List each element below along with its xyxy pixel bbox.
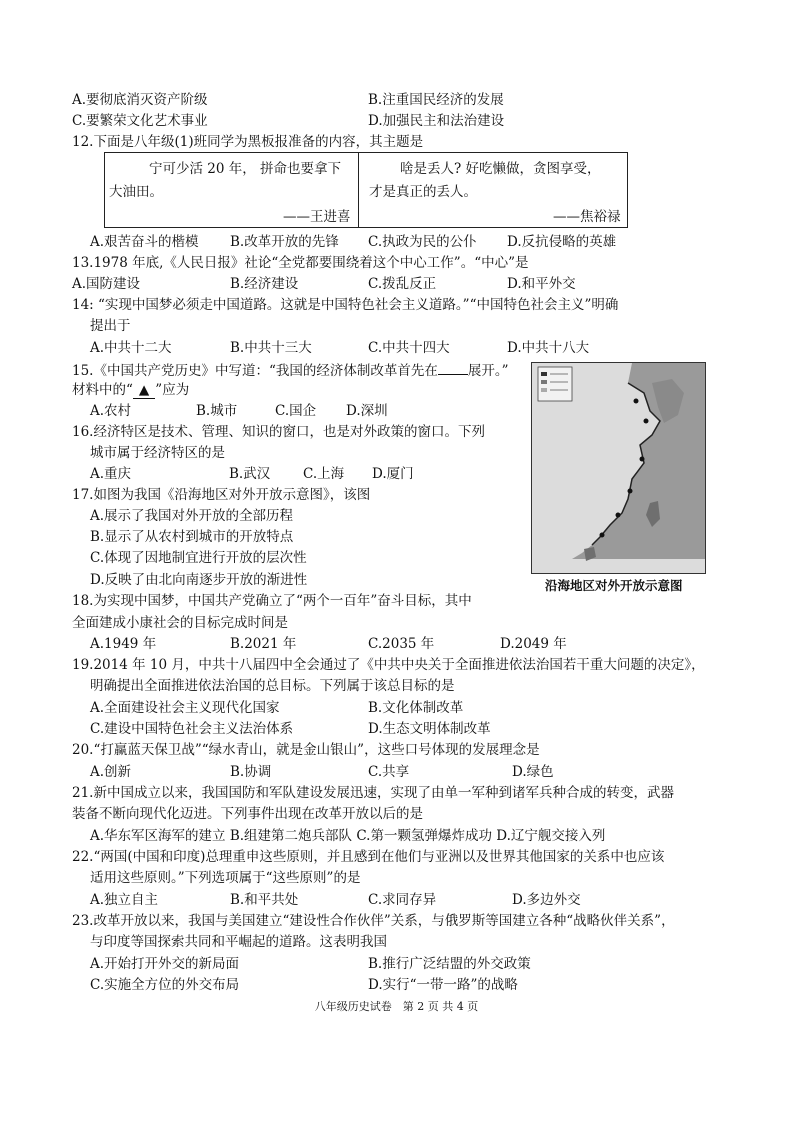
- q15-stem-line1: [72, 362, 509, 379]
- q15-stem-pre: 材料中的“: [72, 382, 133, 398]
- q15-option-c: C.国企: [275, 403, 317, 419]
- map-graphic: [532, 363, 705, 573]
- q15-option-d: D.深圳: [346, 403, 388, 419]
- q13-option-c: C.拨乱反正: [368, 276, 437, 292]
- q15-stem-text: 15.《中国共产党历史》中写道：“我国的经济体制改革首先在: [72, 363, 438, 379]
- city-marker: [634, 399, 639, 404]
- q23-option-c: C.实施全方位的外交布局: [90, 977, 240, 993]
- legend-swatch: [541, 372, 547, 376]
- q11-option-c: C.要繁荣文化艺术事业: [72, 113, 208, 129]
- q18-option-c: C.2035 年: [368, 636, 435, 652]
- q20-option-d: D.绿色: [512, 764, 554, 780]
- q15-option-b: B.城市: [196, 403, 238, 419]
- q16-stem-line1: 16.经济特区是技术、管理、知识的窗口，也是对外政策的窗口。下列: [72, 424, 485, 440]
- q16-stem-line2: 城市属于经济特区的是: [90, 445, 225, 461]
- q19-stem-line1: 19.2014 年 10 月，中共十八届四中全会通过了《中共中央关于全面推进依法治国若干重大问题的决定》，: [72, 657, 705, 673]
- q14-option-c: C.中共十四大: [368, 340, 450, 356]
- q19-option-a: A.全面建设社会主义现代化国家: [90, 700, 280, 716]
- q22-stem-line1: 22.“两国(中国和印度)总理重申这些原则，并且感到在他们与亚洲以及世界其他国家的关系中也应该: [72, 849, 665, 865]
- q12-option-a: A.艰苦奋斗的楷模: [90, 234, 199, 250]
- q11-option-b: B.注重国民经济的发展: [368, 92, 504, 108]
- quote-divider: [358, 153, 359, 227]
- quote-left-attribution: ——王进喜: [283, 209, 351, 225]
- q13-stem: 13.1978 年底,《人民日报》社论“全党都要围绕着这个中心工作”。“中心”是: [72, 255, 529, 271]
- city-marker: [616, 513, 621, 518]
- q16-option-b: B.武汉: [229, 466, 271, 482]
- q19-option-b: B.文化体制改革: [368, 700, 464, 716]
- q21-options: A.华东军区海军的建立 B.组建第二炮兵部队 C.第一颗氢弹爆炸成功 D.辽宁舰交接入列: [90, 828, 606, 844]
- q13-option-a: A.国防建设: [72, 276, 141, 292]
- quote-left-line1: 宁可少活 20 年， 拼命也要拿下: [149, 161, 342, 177]
- q22-stem-line2: 适用这些原则。”下列选项属于“这些原则”的是: [90, 870, 361, 886]
- q14-option-b: B.中共十三大: [230, 340, 312, 356]
- q13-option-d: D.和平外交: [507, 276, 576, 292]
- q15-stem-line2: [72, 382, 189, 399]
- q23-option-a: A.开始打开外交的新局面: [90, 956, 240, 972]
- city-marker: [600, 533, 605, 538]
- q18-option-a: A.1949 年: [90, 636, 157, 652]
- q23-stem-line2: 与印度等国探索共同和平崛起的道路。这表明我国: [90, 934, 387, 950]
- q11-option-a: A.要彻底消灭资产阶级: [72, 92, 208, 108]
- q22-option-a: A.独立自主: [90, 892, 159, 908]
- q14-option-d: D.中共十八大: [507, 340, 590, 356]
- city-marker: [628, 489, 633, 494]
- q22-option-d: D.多边外交: [512, 892, 581, 908]
- q19-option-c: C.建设中国特色社会主义法治体系: [90, 721, 294, 737]
- q22-option-b: B.和平共处: [230, 892, 299, 908]
- q17-option-b: B.显示了从农村到城市的开放特点: [90, 529, 294, 545]
- q16-option-d: D.厦门: [372, 466, 414, 482]
- q18-option-b: B.2021 年: [230, 636, 297, 652]
- quote-left-line2: 大油田。: [109, 184, 163, 200]
- legend-swatch: [541, 388, 547, 392]
- q16-option-c: C.上海: [303, 466, 345, 482]
- city-marker: [644, 419, 649, 424]
- quote-right-attribution: ——焦裕禄: [553, 209, 621, 225]
- q20-option-b: B.协调: [230, 764, 272, 780]
- q12-option-b: B.改革开放的先锋: [230, 234, 339, 250]
- q20-option-c: C.共享: [368, 764, 410, 780]
- q11-option-d: D.加强民主和法治建设: [368, 113, 505, 129]
- q21-stem-line1: 21.新中国成立以来，我国国防和军队建设发展迅速，实现了由单一军种到诸军兵种合成的转变，武器: [72, 785, 674, 801]
- quote-right-line1: 啥是丢人? 好吃懒做，贪图享受，: [400, 161, 601, 177]
- q16-option-a: A.重庆: [90, 466, 132, 482]
- q17-stem: 17.如图为我国《沿海地区对外开放示意图》，该图: [72, 487, 371, 503]
- q21-stem-line2: 装备不断向现代化迈进。下列事件出现在改革开放以后的是: [72, 806, 423, 822]
- q15-option-a: A.农村: [90, 403, 132, 419]
- q23-option-b: B.推行广泛结盟的外交政策: [368, 956, 531, 972]
- q18-option-d: D.2049 年: [500, 636, 567, 652]
- q15-stem-end: 展开。”: [467, 363, 509, 379]
- q14-stem-line2: 提出于: [90, 318, 131, 334]
- q12-quote-box: [104, 152, 628, 228]
- q13-option-b: B.经济建设: [230, 276, 299, 292]
- triangle-marker: ▲: [133, 382, 155, 399]
- legend-swatch: [541, 380, 547, 384]
- q17-option-a: A.展示了我国对外开放的全部历程: [90, 508, 294, 524]
- q22-option-c: C.求同存异: [368, 892, 437, 908]
- q18-stem-line1: 18.为实现中国梦，中国共产党确立了“两个一百年”奋斗目标，其中: [72, 593, 472, 609]
- map-caption: 沿海地区对外开放示意图: [545, 578, 683, 593]
- page-footer: 八年级历史试卷 第 2 页 共 4 页: [314, 1000, 479, 1013]
- q18-stem-line2: 全面建成小康社会的目标完成时间是: [72, 615, 288, 631]
- q19-option-d: D.生态文明体制改革: [368, 721, 491, 737]
- coastal-opening-map: [531, 362, 706, 574]
- q12-stem: 12.下面是八年级(1)班同学为黑板报准备的内容，其主题是: [72, 134, 424, 150]
- q17-option-c: C.体现了因地制宜进行开放的层次性: [90, 550, 307, 566]
- q17-option-d: D.反映了由北向南逐步开放的渐进性: [90, 572, 308, 588]
- quote-right-line2: 才是真正的丢人。: [369, 184, 477, 200]
- q19-stem-line2: 明确提出全面推进依法治国的总目标。下列属于该总目标的是: [90, 678, 455, 694]
- q15-stem-post: ”应为: [155, 382, 190, 398]
- q20-stem: 20.“打赢蓝天保卫战”“绿水青山，就是金山银山”，这些口号体现的发展理念是: [72, 742, 540, 758]
- answer-blank: [438, 362, 468, 375]
- q23-option-d: D.实行“一带一路”的战略: [368, 977, 518, 993]
- q12-option-d: D.反抗侵略的英雄: [507, 234, 617, 250]
- city-marker: [640, 457, 645, 462]
- q14-stem-line1: 14: “实现中国梦必须走中国道路。这就是中国特色社会主义道路。”“中国特色社会主义”明确: [72, 297, 619, 313]
- q23-stem-line1: 23.改革开放以来，我国与美国建立“建设性合作伙伴”关系，与俄罗斯等国建立各种“战略伙伴关系”，: [72, 913, 675, 929]
- q20-option-a: A.创新: [90, 764, 132, 780]
- q12-option-c: C.执政为民的公仆: [368, 234, 477, 250]
- q14-option-a: A.中共十二大: [90, 340, 172, 356]
